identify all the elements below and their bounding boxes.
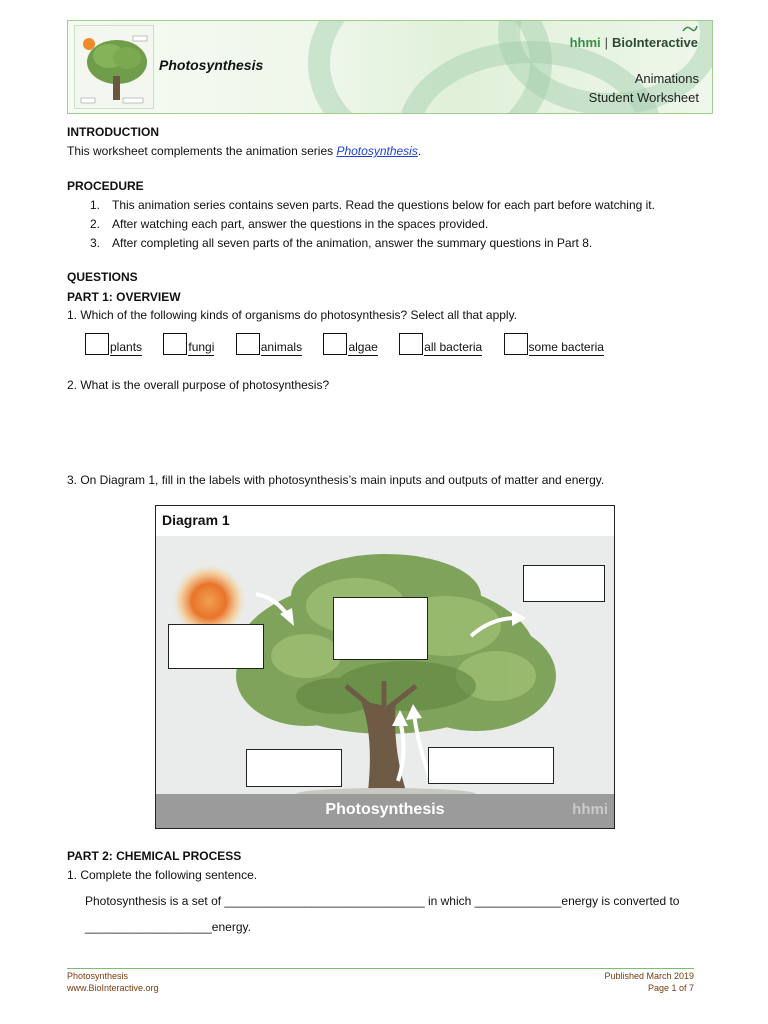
tree-thumbnail-icon — [75, 26, 153, 108]
part1-heading: PART 1: OVERVIEW — [67, 290, 181, 304]
organism-options — [85, 333, 622, 355]
diagram-title: Diagram 1 — [162, 512, 230, 528]
procedure-item — [90, 198, 655, 212]
checkbox-all-bacteria[interactable] — [399, 333, 423, 355]
tree-thumbnail — [74, 25, 154, 109]
procedure-item — [90, 217, 489, 231]
intro-heading: INTRODUCTION — [67, 125, 159, 139]
header-banner — [67, 20, 713, 114]
label-box-output[interactable] — [523, 565, 605, 602]
photosynthesis-link[interactable]: Photosynthesis — [336, 144, 418, 158]
footer-published: Published March 2019 — [604, 971, 694, 981]
option-plants[interactable] — [85, 333, 142, 355]
part2-question-1: 1. Complete the following sentence. — [67, 868, 258, 882]
option-label: animals — [260, 340, 303, 354]
logo-separator: | — [604, 35, 609, 50]
procedure-num: 2. — [90, 217, 101, 231]
option-fungi[interactable] — [163, 333, 214, 355]
option-label: all bacteria — [424, 340, 483, 354]
checkbox-some-bacteria[interactable] — [504, 333, 528, 355]
footer-website: www.BioInteractive.org — [67, 983, 159, 993]
footer-title: Photosynthesis — [67, 971, 129, 981]
footer-divider — [67, 968, 694, 969]
intro-text-before: This worksheet complements the animation series — [67, 144, 337, 158]
lizard-icon — [682, 23, 698, 35]
logo-hhmi: hhmi — [569, 35, 601, 50]
fill-in-sentence-line1[interactable]: Photosynthesis is a set of ______________________________ in which _____________energy is converted to — [85, 894, 680, 908]
intro-text-after: . — [417, 144, 422, 158]
checkbox-plants[interactable] — [85, 333, 109, 355]
diagram-1 — [155, 505, 615, 829]
option-some-bacteria[interactable] — [504, 333, 604, 355]
footer-page-number: Page 1 of 7 — [647, 983, 694, 993]
option-label: algae — [348, 340, 378, 354]
question-1: 1. Which of the following kinds of organisms do photosynthesis? Select all that apply. — [67, 308, 518, 322]
procedure-text: After watching each part, answer the questions in the spaces provided. — [112, 217, 489, 231]
procedure-heading: PROCEDURE — [67, 179, 144, 193]
option-label: plants — [110, 340, 143, 354]
part2-heading: PART 2: CHEMICAL PROCESS — [67, 849, 242, 863]
logo-biointeractive: BioInteractive — [612, 35, 698, 50]
checkbox-algae[interactable] — [323, 333, 347, 355]
label-box-input-left[interactable] — [246, 749, 342, 787]
hhmi-watermark: hhmi — [572, 801, 608, 818]
procedure-text: This animation series contains seven parts. Read the questions below for each part before watching it. — [112, 198, 655, 212]
subtitle-animations: Animations — [634, 71, 699, 86]
answer-space-q2[interactable] — [90, 398, 690, 458]
intro-text — [67, 144, 421, 158]
diagram-caption: Photosynthesis — [325, 801, 445, 818]
procedure-num: 1. — [90, 198, 101, 212]
checkbox-fungi[interactable] — [163, 333, 187, 355]
questions-heading: QUESTIONS — [67, 270, 138, 284]
option-animals[interactable] — [236, 333, 302, 355]
option-label: fungi — [188, 340, 215, 354]
label-box-light-energy[interactable] — [168, 624, 264, 669]
label-box-input-right[interactable] — [428, 747, 554, 784]
option-algae[interactable] — [323, 333, 377, 355]
option-label: some bacteria — [528, 340, 604, 354]
subtitle-worksheet: Student Worksheet — [588, 90, 699, 105]
label-box-center[interactable] — [333, 597, 428, 660]
checkbox-animals[interactable] — [236, 333, 260, 355]
procedure-num: 3. — [90, 236, 101, 250]
fill-in-sentence-line2[interactable]: ___________________energy. — [85, 920, 251, 934]
question-2: 2. What is the overall purpose of photosynthesis? — [67, 378, 330, 392]
page-title: Photosynthesis — [159, 57, 264, 73]
diagram-image — [156, 536, 614, 828]
question-3: 3. On Diagram 1, fill in the labels with photosynthesis’s main inputs and outputs of matter and energy. — [67, 473, 605, 487]
procedure-text: After completing all seven parts of the animation, answer the summary questions in Part 8. — [112, 236, 593, 250]
option-all-bacteria[interactable] — [399, 333, 482, 355]
brand-logo — [570, 35, 698, 50]
procedure-item — [90, 236, 593, 250]
